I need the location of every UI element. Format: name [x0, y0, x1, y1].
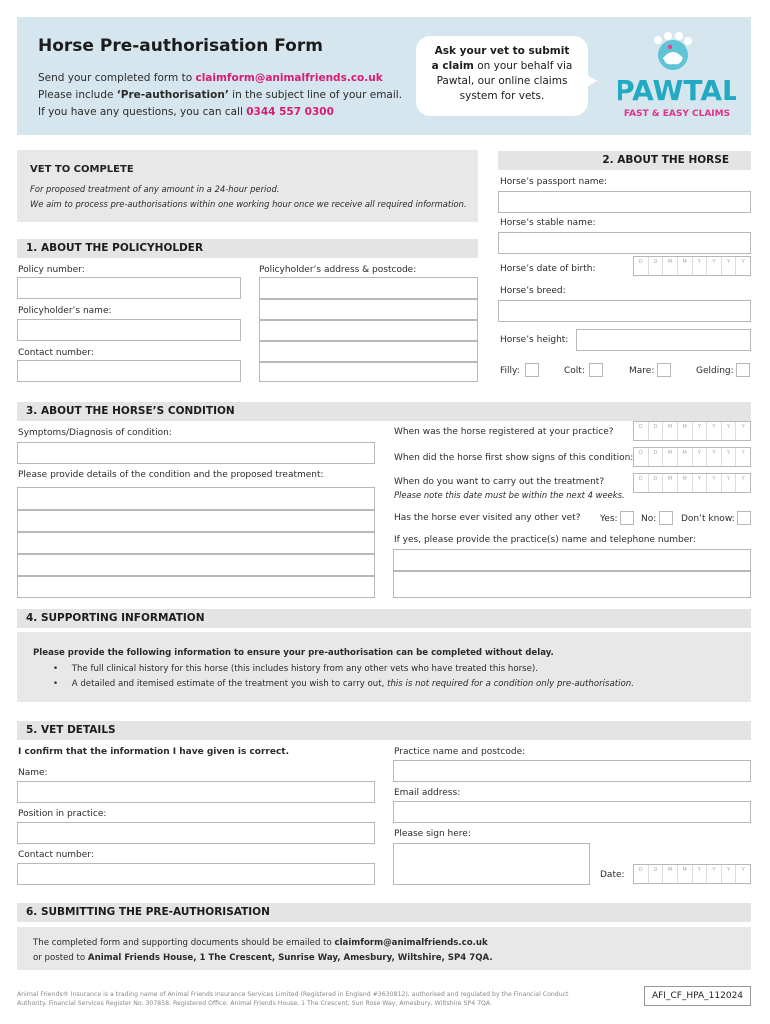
treatment-date-note: Please note this date must be within the next 4 weeks. — [394, 490, 625, 500]
vet-name-label: Name: — [18, 768, 48, 778]
vet-confirm-statement: I confirm that the information I have given is correct. — [18, 747, 290, 757]
contact-number-label: Contact number: — [18, 348, 94, 358]
supporting-info-bullet-2: • A detailed and itemised estimate of the treatment you wish to carry out, this is not required for a condition only pre-authorisation. — [53, 679, 634, 689]
date-digit-cell: D — [634, 865, 649, 883]
date-digit-cell: D — [634, 474, 649, 492]
legal-footer: Animal Friends® Insurance is a trading name of Animal Friends Insurance Services Limited (Registered in England #3630812), authorised and regulated by the Financial Conduct Authority. Financial Services Register No. 307858. Registered Office: Animal Friends House, 1 The Crescent, Sun Rose Way, Amesbury, Wiltshire SP4 7QA. — [17, 991, 569, 1007]
form-title: Horse Pre-authorisation Form — [38, 36, 323, 56]
gelding-checkbox[interactable] — [736, 363, 750, 377]
filly-label: Filly: — [500, 366, 520, 376]
practice-name-label: Practice name and postcode: — [394, 747, 526, 757]
mare-label: Mare: — [629, 366, 655, 376]
section-5-header: 5. VET DETAILS — [17, 721, 751, 740]
section-1-header: 1. ABOUT THE POLICYHOLDER — [17, 239, 478, 258]
date-digit-cell: M — [663, 257, 678, 275]
date-of-birth-label: Horse’s date of birth: — [500, 264, 596, 274]
date-digit-cell: M — [663, 474, 678, 492]
date-digit-cell: D — [649, 257, 664, 275]
stable-name-field[interactable] — [498, 232, 751, 254]
claim-email-link[interactable]: claimform@animalfriends.co.uk — [195, 72, 383, 84]
policyholder-name-field[interactable] — [17, 319, 241, 341]
treatment-date-label: When do you want to carry out the treatment? — [394, 477, 605, 487]
other-practice-label: If yes, please provide the practice(s) name and telephone number: — [394, 535, 696, 545]
other-vet-yes-label: Yes: — [600, 514, 618, 524]
date-digit-cell: Y — [741, 450, 745, 456]
gelding-label: Gelding: — [696, 366, 734, 376]
supporting-info-bullet-1: • The full clinical history for this horse (this includes history from any other vets who have treated this horse). — [53, 664, 538, 674]
section-6-header: 6. SUBMITTING THE PRE-AUTHORISATION — [17, 903, 751, 922]
date-digit-cell: Y — [741, 259, 745, 265]
vet-contact-field[interactable] — [17, 863, 375, 885]
date-digit-cell: M — [678, 422, 693, 440]
policyholder-contact-field[interactable] — [17, 360, 241, 382]
intro-line-3: If you have any questions, you can call 0344 557 0300 — [38, 106, 334, 118]
breed-field[interactable] — [498, 300, 751, 322]
date-digit-cell: Y — [722, 865, 737, 883]
submit-email-line: The completed form and supporting documents should be emailed to claimform@animalfriends.co.uk — [33, 938, 488, 948]
vet-contact-label: Contact number: — [18, 850, 94, 860]
other-vet-dont-know-label: Don’t know: — [681, 514, 735, 524]
date-digit-cell: Y — [722, 448, 737, 466]
vet-name-field[interactable] — [17, 781, 375, 803]
date-digit-cell: Y — [707, 865, 722, 883]
policy-number-label: Policy number: — [18, 265, 85, 275]
policy-number-field[interactable] — [17, 277, 241, 299]
details-line-3-field[interactable] — [17, 532, 375, 554]
section-3-header: 3. ABOUT THE HORSE’S CONDITION — [17, 402, 751, 421]
date-digit-cell: Y — [707, 257, 722, 275]
other-vet-no-label: No: — [641, 514, 657, 524]
passport-name-field[interactable] — [498, 191, 751, 213]
first-signs-date-field[interactable] — [633, 447, 751, 467]
address-line-2-field[interactable] — [259, 299, 478, 320]
submitting-panel — [17, 927, 751, 970]
date-digit-cell: Y — [693, 865, 708, 883]
section-2-header: 2. ABOUT THE HORSE — [498, 151, 751, 170]
date-digit-cell: D — [649, 474, 664, 492]
stable-name-label: Horse’s stable name: — [500, 218, 596, 228]
other-vet-no-checkbox[interactable] — [659, 511, 673, 525]
date-digit-cell: Y — [707, 422, 722, 440]
passport-name-label: Horse’s passport name: — [500, 177, 608, 187]
pawtal-speech-bubble: Ask your vet to submit a claim on your behalf via Pawtal, our online claims system for vets. — [416, 36, 588, 116]
date-digit-cell: Y — [741, 424, 745, 430]
date-digit-cell: M — [678, 257, 693, 275]
form-reference: AFI_CF_HPA_112024 — [644, 986, 751, 1006]
registered-date-label: When was the horse registered at your practice? — [394, 427, 614, 437]
date-digit-cell: D — [649, 422, 664, 440]
paw-icon — [618, 30, 736, 125]
phone-number-link[interactable]: 0344 557 0300 — [246, 106, 334, 118]
other-practice-line-1-field[interactable] — [393, 549, 751, 571]
vet-position-label: Position in practice: — [18, 809, 107, 819]
first-signs-label: When did the horse first show signs of this condition: — [394, 453, 634, 463]
date-digit-cell: Y — [693, 257, 708, 275]
signature-field[interactable] — [393, 843, 590, 885]
vet-email-field[interactable] — [393, 801, 751, 823]
date-digit-cell: D — [634, 257, 649, 275]
height-label: Horse’s height: — [500, 335, 569, 345]
details-line-5-field[interactable] — [17, 576, 375, 598]
condition-details-label: Please provide details of the condition and the proposed treatment: — [18, 470, 324, 480]
vet-position-field[interactable] — [17, 822, 375, 844]
date-of-birth-field[interactable] — [633, 256, 751, 276]
colt-label: Colt: — [564, 366, 585, 376]
intro-line-1: Send your completed form to claimform@animalfriends.co.uk — [38, 72, 383, 84]
date-digit-cell: Y — [722, 257, 737, 275]
details-line-1-field[interactable] — [17, 487, 375, 510]
other-vet-yes-checkbox[interactable] — [620, 511, 634, 525]
breed-label: Horse’s breed: — [500, 286, 566, 296]
date-digit-cell: Y — [722, 474, 737, 492]
logo-wordmark: PAWTAL — [618, 74, 736, 107]
details-line-4-field[interactable] — [17, 554, 375, 576]
address-postcode-field[interactable] — [259, 362, 478, 382]
mare-checkbox[interactable] — [657, 363, 671, 377]
vet-intro-line-1: For proposed treatment of any amount in a 24-hour period. — [30, 184, 280, 194]
other-vet-label: Has the horse ever visited any other vet? — [394, 513, 581, 523]
pawtal-logo — [618, 30, 736, 125]
filly-checkbox[interactable] — [525, 363, 539, 377]
date-digit-cell: Y — [707, 448, 722, 466]
treatment-date-field[interactable] — [633, 473, 751, 493]
date-digit-cell: Y — [693, 422, 708, 440]
address-line-3-field[interactable] — [259, 320, 478, 341]
submit-email-link[interactable]: claimform@animalfriends.co.uk — [334, 938, 488, 948]
date-digit-cell: Y — [693, 448, 708, 466]
date-digit-cell: D — [649, 865, 664, 883]
date-digit-cell: D — [649, 448, 664, 466]
date-digit-cell: M — [663, 448, 678, 466]
details-line-2-field[interactable] — [17, 510, 375, 532]
date-digit-cell: Y — [741, 476, 745, 482]
submit-post-line: or posted to Animal Friends House, 1 The Crescent, Sunrise Way, Amesbury, Wiltshire, SP4 7QA. — [33, 953, 493, 963]
symptoms-label: Symptoms/Diagnosis of condition: — [18, 428, 172, 438]
date-digit-cell: M — [678, 474, 693, 492]
height-field[interactable] — [576, 329, 751, 351]
date-digit-cell: M — [663, 865, 678, 883]
sign-date-field[interactable] — [633, 864, 751, 884]
date-digit-cell: Y — [722, 422, 737, 440]
date-digit-cell: M — [678, 448, 693, 466]
date-digit-cell: Y — [693, 474, 708, 492]
date-digit-cell: Y — [707, 474, 722, 492]
practice-name-field[interactable] — [393, 760, 751, 782]
policyholder-address-label: Policyholder’s address & postcode: — [259, 265, 417, 275]
vet-to-complete-heading: VET TO COMPLETE — [30, 164, 134, 175]
date-digit-cell: M — [678, 865, 693, 883]
date-digit-cell: M — [663, 422, 678, 440]
section-4-header: 4. SUPPORTING INFORMATION — [17, 609, 751, 628]
date-digit-cell: D — [634, 422, 649, 440]
colt-checkbox[interactable] — [589, 363, 603, 377]
sign-date-label: Date: — [600, 870, 625, 880]
address-line-1-field[interactable] — [259, 277, 478, 299]
other-vet-dont-know-checkbox[interactable] — [737, 511, 751, 525]
date-digit-cell: D — [634, 448, 649, 466]
date-digit-cell: Y — [741, 867, 745, 873]
supporting-info-intro: Please provide the following information to ensure your pre-authorisation can be completed without delay. — [33, 648, 554, 658]
address-line-4-field[interactable] — [259, 341, 478, 362]
policyholder-name-label: Policyholder’s name: — [18, 306, 112, 316]
other-practice-line-2-field[interactable] — [393, 571, 751, 598]
vet-email-label: Email address: — [394, 788, 461, 798]
symptoms-field[interactable] — [17, 442, 375, 464]
signature-label: Please sign here: — [394, 829, 471, 839]
intro-line-2: Please include ‘Pre-authorisation’ in the subject line of your email. — [38, 89, 403, 101]
logo-tagline: FAST & EASY CLAIMS — [623, 109, 731, 119]
vet-intro-line-2: We aim to process pre-authorisations within one working hour once we receive all required information. — [30, 199, 467, 209]
registered-date-field[interactable] — [633, 421, 751, 441]
